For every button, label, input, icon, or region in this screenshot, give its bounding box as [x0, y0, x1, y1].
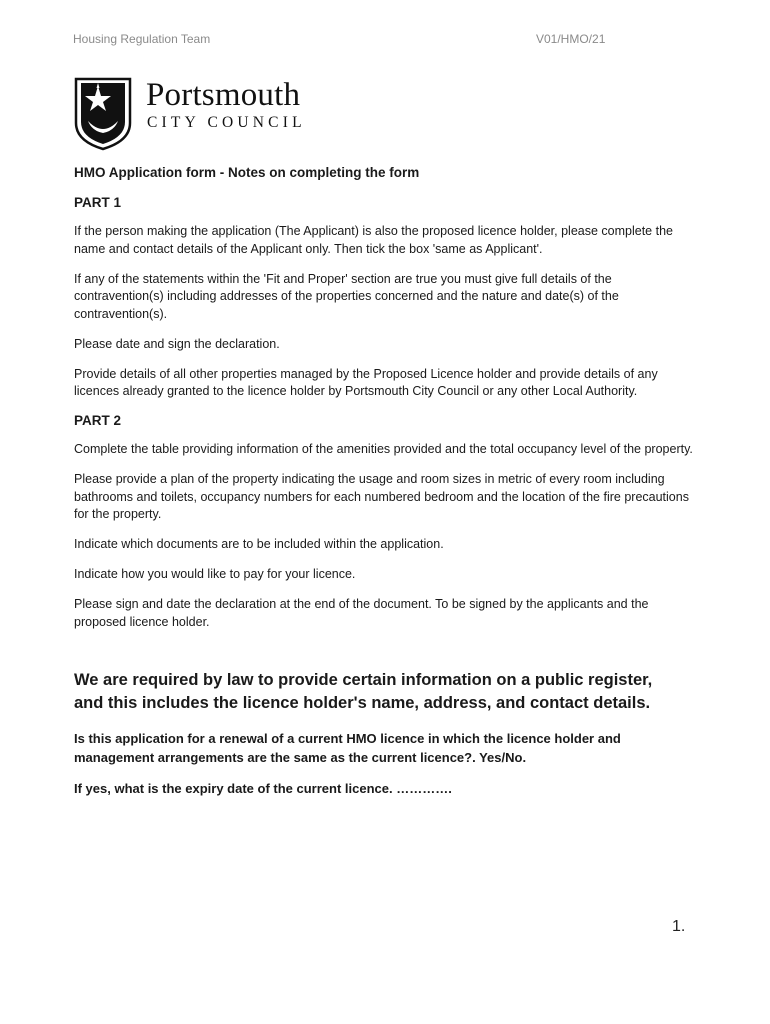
part1-paragraph: Please date and sign the declaration. — [74, 336, 280, 351]
renewal-question: Is this application for a renewal of a current HMO licence in which the licence holder and management arrangements are the same as the current licence?. Yes/No. — [74, 731, 621, 765]
part2-paragraph: Indicate which documents are to be included within the application. — [74, 537, 444, 551]
part2-paragraph: Please provide a plan of the property indicating the usage and room sizes in metric of every room including bathrooms and toilets, occupancy numbers for each numbered bedroom and the location of the fire precautions for the property. — [74, 472, 689, 521]
form-title: HMO Application form - Notes on completing the form — [74, 165, 420, 180]
logo-name: Portsmouth — [146, 77, 301, 113]
part1-heading: PART 1 — [74, 195, 122, 210]
part2-paragraph: Indicate how you would like to pay for your licence. — [74, 567, 356, 581]
header-team: Housing Regulation Team — [73, 32, 211, 46]
part1-paragraph: Provide details of all other properties managed by the Proposed Licence holder and provide details of any licences already granted to the licence holder by Portsmouth City Council or any other Local Authority. — [74, 366, 658, 398]
council-logo — [72, 75, 342, 151]
part1-paragraph: If any of the statements within the 'Fit and Proper' section are true you must give full details of the contravention(s) including addresses of the properties concerned and the nature and date(s) of the contravention(s). — [74, 271, 619, 321]
header-reference: V01/HMO/21 — [536, 32, 606, 46]
notes-content — [74, 165, 694, 810]
council-shield-icon — [72, 75, 134, 151]
public-register-notice: We are required by law to provide certain information on a public register, and this includes the licence holder's name, address, and contact details. — [74, 671, 653, 712]
part2-paragraph: Please sign and date the declaration at the end of the document. To be signed by the applicants and the proposed licence holder. — [74, 597, 649, 629]
part2-heading: PART 2 — [74, 413, 122, 428]
logo-subtitle: CITY COUNCIL — [147, 114, 306, 131]
expiry-date-question: If yes, what is the expiry date of the current licence. …………. — [74, 781, 452, 796]
part2-paragraph: Complete the table providing information of the amenities provided and the total occupancy level of the property. — [74, 442, 693, 456]
page-number: 1. — [672, 918, 686, 935]
part1-paragraph: If the person making the application (The Applicant) is also the proposed licence holder, please complete the name and contact details of the Applicant only. Then tick the box 'same as Applicant'. — [74, 224, 673, 256]
